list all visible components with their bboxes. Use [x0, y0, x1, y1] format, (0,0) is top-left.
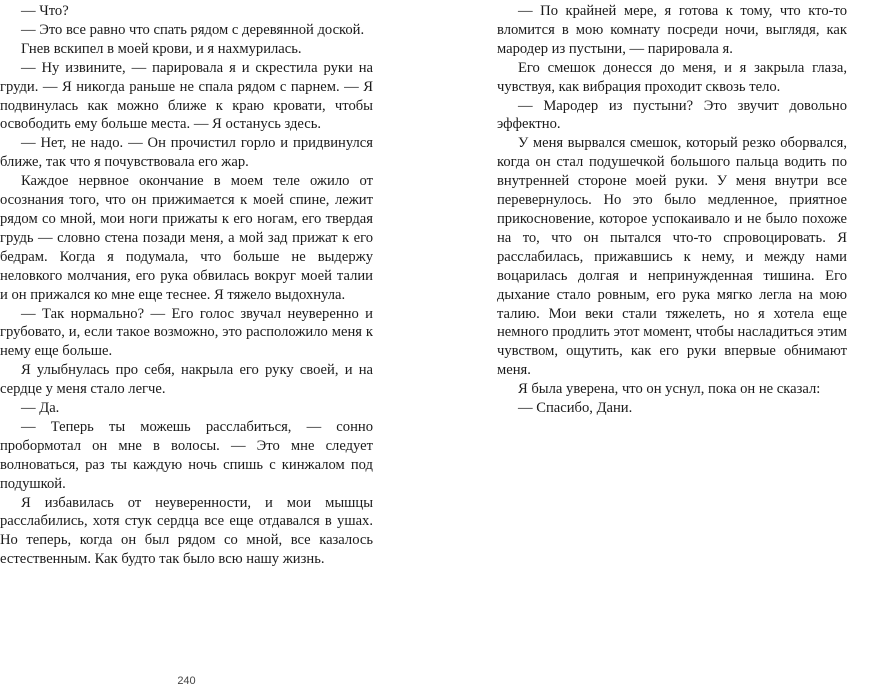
right-paragraph-2: Его смешок донесся до меня, и я закрыла глаза, чувствуя, как вибрация проходит сквозь тело. [497, 59, 847, 95]
page-number: 240 [177, 675, 196, 687]
right-paragraph-6: — Спасибо, Дани. [518, 400, 633, 417]
right-paragraph-5: Я была уверена, что он уснул, пока он не сказал: [518, 381, 821, 398]
left-page-text [0, 2, 373, 569]
right-paragraph-4: У меня вырвался смешок, который резко оборвался, когда он стал подушечкой большого пальца водить по внутренней стороне моей руки. У меня внутри все перевернулось. Но это было медленное, приятное прикосновение, которое успокаивало и не было похоже на то, что он пытался что-то спровоцировать. Я расслабилась, прижавшись к нему, и между нами воцарилась долгая и непринужденная тишина. Его дыхание стало ровным, его рука мягко легла на мою талию. Мои веки стали тяжелеть, но я хотела еще немного продлить этот момент, чтобы насладиться этим чувством, ощутить, как его руки впервые обнимают меня. [497, 135, 847, 379]
left-paragraph-5: — Нет, не надо. — Он прочистил горло и придвинулся ближе, так что я почувствовала его жар. [0, 135, 373, 171]
left-paragraph-3: Гнев вскипел в моей крови, и я нахмурилась. [21, 40, 302, 57]
left-paragraph-10: — Теперь ты можешь расслабиться, — сонно пробормотал он мне в волосы. — Это мне следует волноваться, раз ты каждую ночь спишь с кинжалом под подушкой. [0, 418, 373, 492]
left-paragraph-11: Я избавилась от неуверенности, и мои мышцы расслабились, хотя стук сердца все еще отдавался в ушах. Но теперь, когда он был рядом со мной, все казалось естественным. Как будто так было всю нашу жизнь. [0, 494, 373, 568]
left-paragraph-7: — Так нормально? — Его голос звучал неуверенно и грубовато, и, если такое возможно, это расположило меня к нему еще больше. [0, 305, 373, 360]
left-paragraph-2: — Это все равно что спать рядом с деревянной доской. [21, 21, 365, 38]
left-paragraph-4: — Ну извините, — парировала я и скрестила руки на груди. — Я никогда раньше не спала рядом с парнем. — Я подвинулась как можно ближе к краю кровати, чтобы освободить ему больше места. — Я останусь здесь. [0, 59, 373, 133]
left-paragraph-9: — Да. [21, 400, 60, 417]
left-paragraph-1: — Что? [21, 3, 69, 19]
right-paragraph-1: — По крайней мере, я готова к тому, что кто-то вломится в мою комнату посреди ночи, выглядя, как мародер из пустыни, — парировала я. [497, 3, 847, 57]
left-paragraph-8: Я улыбнулась про себя, накрыла его руку своей, и на сердце у меня стало легче. [0, 362, 373, 398]
right-page-text [497, 2, 847, 418]
right-paragraph-3: — Мародер из пустыни? Это звучит довольно эффектно. [497, 97, 847, 133]
left-paragraph-6: Каждое нервное окончание в моем теле ожило от осознания того, что он прижимается к моей спине, лежит рядом со мной, мои ноги прижаты к его ногам, его твердая грудь — словно стена позади меня, а мой зад прижат к его бедрам. Когда я подумала, что больше не выдержу неловкого молчания, его рука обвилась вокруг моей талии и он прижался ко мне еще теснее. Я тяжело выдохнула. [0, 173, 373, 303]
